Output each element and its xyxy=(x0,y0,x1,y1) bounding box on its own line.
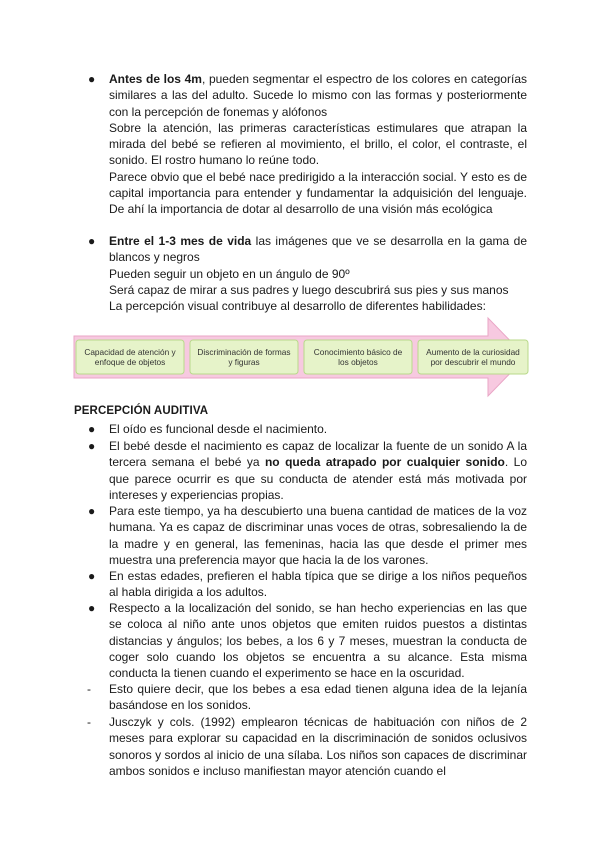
list-item xyxy=(88,421,527,437)
label-line: Aumento de la curiosidad xyxy=(426,347,520,357)
paragraph: El oído es funcional desde el nacimiento. xyxy=(109,422,328,436)
paragraph: Para este tiempo, ya ha descubierto una buena cantidad de matices de la voz humana. Ya es capaz de discriminar unas voces de otras, sobresaliendo la de la madre y en general, las femeninas, hacia las que desde el primer mes muestra una preferencia mayor que hacia la de los varones. xyxy=(109,504,527,567)
diagram-box-3-label xyxy=(304,347,412,367)
bullet-entre-1-3-mes xyxy=(88,233,528,314)
diagram-box-4-label xyxy=(418,347,528,367)
bullet-marker: ● xyxy=(88,422,96,436)
paragraph: Parece obvio que el bebé nace predirigido a la interacción social. Y esto es de capital importancia para entender y fundamentar la adquisición del lenguaje. De ahí la importancia de dotar al desarrollo de una visión más ecológica xyxy=(109,169,527,217)
label-line: Capacidad de atención y xyxy=(84,347,176,357)
bold-lead: Antes de los 4m xyxy=(109,72,202,86)
list-item xyxy=(87,681,527,714)
dash-marker: - xyxy=(87,715,91,729)
paragraph xyxy=(109,233,527,266)
bullet-marker: ● xyxy=(88,504,96,518)
bullet-antes-4m xyxy=(88,71,527,218)
text: las imágenes que ve se desarrolla en la gama de blancos y negros xyxy=(109,234,528,265)
text: . Lo que parece ocurrir es que su conducta de atender está más motivada por intereses y experiencias propias. xyxy=(109,455,527,502)
label-line: los objetos xyxy=(338,357,378,367)
list-item xyxy=(88,503,527,568)
list-item xyxy=(88,568,527,601)
paragraph: Sobre la atención, las primeras características estimulares que atrapan la mirada del bebé se refieren al movimiento, el brillo, el color, el contraste, el sonido. El rostro humano lo reúne todo. xyxy=(109,120,527,168)
paragraph xyxy=(109,71,527,120)
text: , pueden segmentar el espectro de los colores en categorías similares a las del adulto. Sucede lo mismo con las formas y posteriormente con la percepción de fonemas y alófonos xyxy=(109,72,527,119)
list-item xyxy=(88,438,527,503)
bullet-marker: ● xyxy=(88,601,96,615)
bold-lead: Entre el 1-3 mes de vida xyxy=(109,234,252,248)
bullet-marker: ● xyxy=(88,234,96,248)
list-item xyxy=(87,714,527,779)
paragraph: Pueden seguir un objeto en un ángulo de 90º xyxy=(109,266,350,281)
diagram-box-1-label xyxy=(76,347,184,367)
paragraph: Será capaz de mirar a sus padres y luego descubrirá sus pies y sus manos xyxy=(109,282,509,297)
label-line: Conocimiento básico de xyxy=(313,347,403,357)
text: El bebé desde el nacimiento es capaz de localizar la fuente de un sonido A la tercera semana el bebé ya xyxy=(109,439,527,470)
diagram-box-2-label xyxy=(190,347,298,367)
paragraph: Esto quiere decir, que los bebes a esa edad tienen alguna idea de la lejanía basándose en los sonidos. xyxy=(109,682,527,713)
paragraph: La percepción visual contribuye al desarrollo de diferentes habilidades: xyxy=(109,299,486,314)
label-line: enfoque de objetos xyxy=(94,357,166,367)
paragraph: En estas edades, prefieren el habla típica que se dirige a los niños pequeños al habla dirigida a los adultos. xyxy=(109,569,527,600)
section-heading: PERCEPCIÓN AUDITIVA xyxy=(74,405,209,417)
dash-marker: - xyxy=(87,682,91,696)
paragraph: Respecto a la localización del sonido, se han hecho experiencias en las que se coloca al niño ante unos objetos que emiten ruidos puestos a distintas distancias y ángulos; los bebes, a los 6 y 7 meses, muestran la conducta de coger solo cuando los objetos se encuentra a su alcance. Esta misma conducta la tienen cuando el experimento se hace en la oscuridad. xyxy=(109,601,527,681)
paragraph xyxy=(109,438,527,503)
bullet-marker: ● xyxy=(88,72,96,86)
paragraph: Jusczyk y cols. (1992) emplearon técnicas de habituación con niños de 2 meses para explorar su capacidad en la discriminación de sonidos oclusivos sonoros y sordos al inicio de una sílaba. Los niños son capaces de discriminar ambos sonidos e incluso manifiestan mayor atención cuando el xyxy=(109,715,527,778)
bullet-marker: ● xyxy=(88,569,96,583)
bullet-marker: ● xyxy=(88,439,96,453)
label-line: Discriminación de formas xyxy=(197,347,291,357)
label-line: por descubrir el mundo xyxy=(430,357,516,367)
label-line: y figuras xyxy=(228,357,260,367)
list-item xyxy=(88,600,527,681)
skills-arrow-diagram xyxy=(70,316,530,398)
bold-text: no queda atrapado por cualquier sonido xyxy=(264,455,505,470)
